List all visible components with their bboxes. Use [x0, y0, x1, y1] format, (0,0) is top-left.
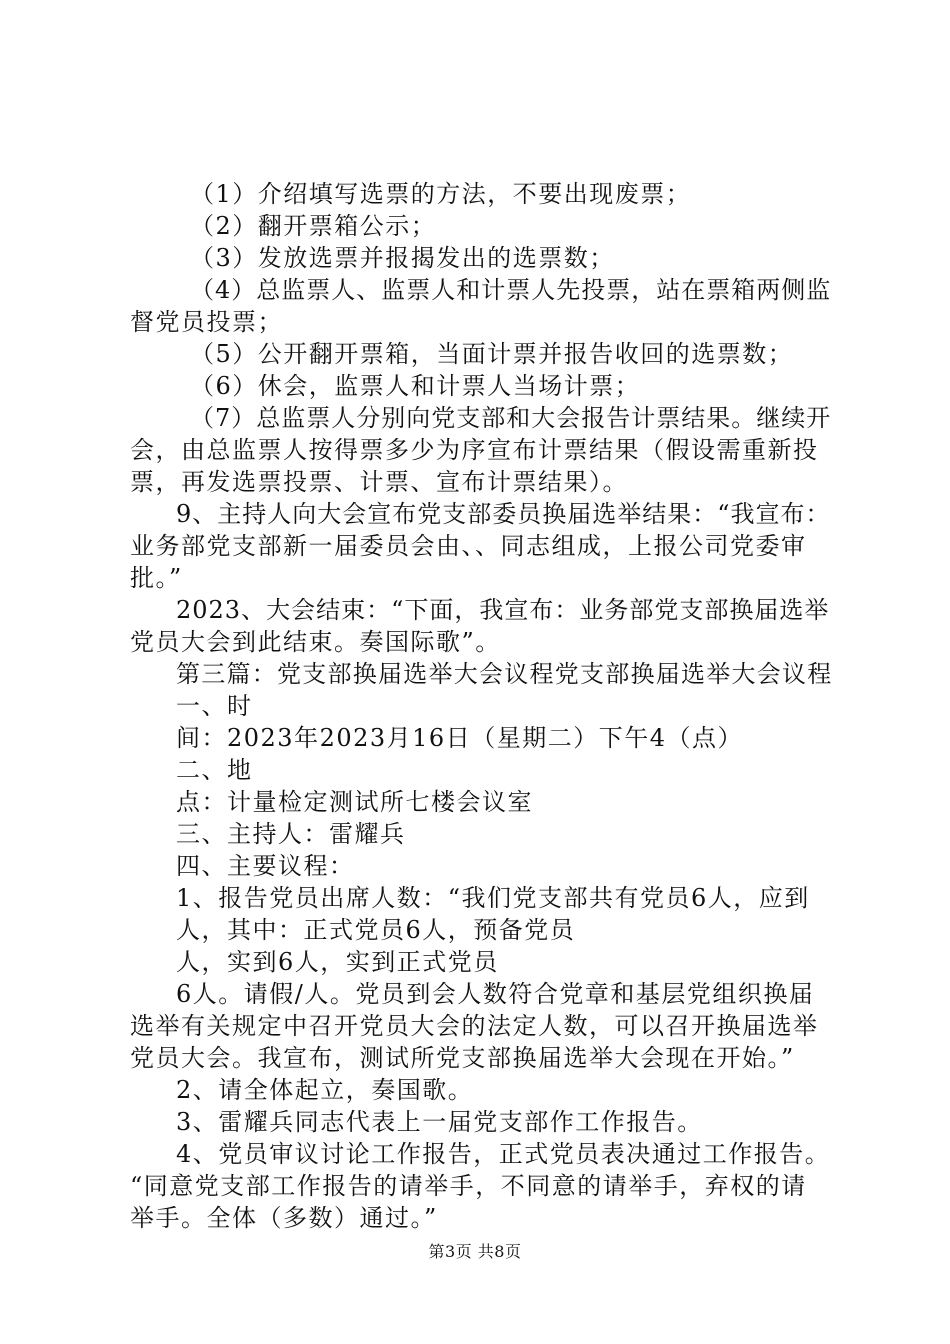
text-line: 票，再发选票投票、计票、宣布计票结果）。 [130, 468, 628, 496]
text-line: 1、报告党员出席人数：“我们党支部共有党员6人，应到 [176, 884, 810, 912]
text-line: 2、请全体起立，奏国歌。 [176, 1076, 474, 1104]
text-line: 三、主持人：雷耀兵 [176, 820, 406, 848]
text-line: （2）翻开票箱公示； [190, 212, 437, 240]
text-line: 点：计量检定测试所七楼会议室 [176, 788, 533, 816]
text-line: 6人。请假/人。党员到会人数符合党章和基层党组织换届 [176, 980, 815, 1008]
section-heading: 第三篇：党支部换届选举大会议程党支部换届选举大会议程 [176, 660, 833, 688]
text-line: 批。” [130, 564, 183, 592]
page-number-footer: 第3页 共8页 [428, 1242, 522, 1261]
text-line: 二、地 [176, 756, 253, 784]
text-line: 2023、大会结束：“下面，我宣布：业务部党支部换届选举 [176, 596, 830, 624]
text-line: （5）公开翻开票箱，当面计票并报告收回的选票数； [190, 340, 794, 368]
text-line: （7）总监票人分别向党支部和大会报告计票结果。继续开 [190, 404, 832, 432]
text-line: 9、主持人向大会宣布党支部委员换届选举结果：“我宣布： [176, 500, 831, 528]
text-line: 人，实到6人，实到正式党员 [176, 948, 499, 976]
text-line: 党员大会。我宣布，测试所党支部换届选举大会现在开始。” [130, 1044, 795, 1072]
text-line: “同意党支部工作报告的请举手，不同意的请举手，弃权的请 [130, 1172, 807, 1200]
text-line: 党员大会到此结束。奏国际歌”。 [130, 628, 501, 656]
text-line: （3）发放选票并报揭发出的选票数； [190, 244, 615, 272]
text-line: 选举有关规定中召开党员大会的法定人数，可以召开换届选举 [130, 1012, 819, 1040]
text-line: （1）介绍填写选票的方法，不要出现废票； [190, 180, 692, 208]
text-line: 4、党员审议讨论工作报告，正式党员表决通过工作报告。 [176, 1140, 831, 1168]
text-line: （4）总监票人、监票人和计票人先投票，站在票箱两侧监 [190, 276, 832, 304]
text-line: 一、时 [176, 692, 253, 720]
text-line: （6）休会，监票人和计票人当场计票； [190, 372, 641, 400]
text-line: 举手。全体（多数）通过。” [130, 1204, 438, 1232]
text-line: 间：2023年2023月16日（星期二）下午4（点） [176, 724, 743, 752]
text-line: 人，其中：正式党员6人，预备党员 [176, 916, 576, 944]
text-line: 会，由总监票人按得票多少为序宣布计票结果（假设需重新投 [130, 436, 819, 464]
text-line: 业务部党支部新一届委员会由、、同志组成，上报公司党委审 [130, 532, 807, 560]
text-line: 督党员投票； [130, 308, 283, 336]
text-line: 四、主要议程： [176, 852, 355, 880]
text-line: 3、雷耀兵同志代表上一届党支部作工作报告。 [176, 1108, 703, 1136]
